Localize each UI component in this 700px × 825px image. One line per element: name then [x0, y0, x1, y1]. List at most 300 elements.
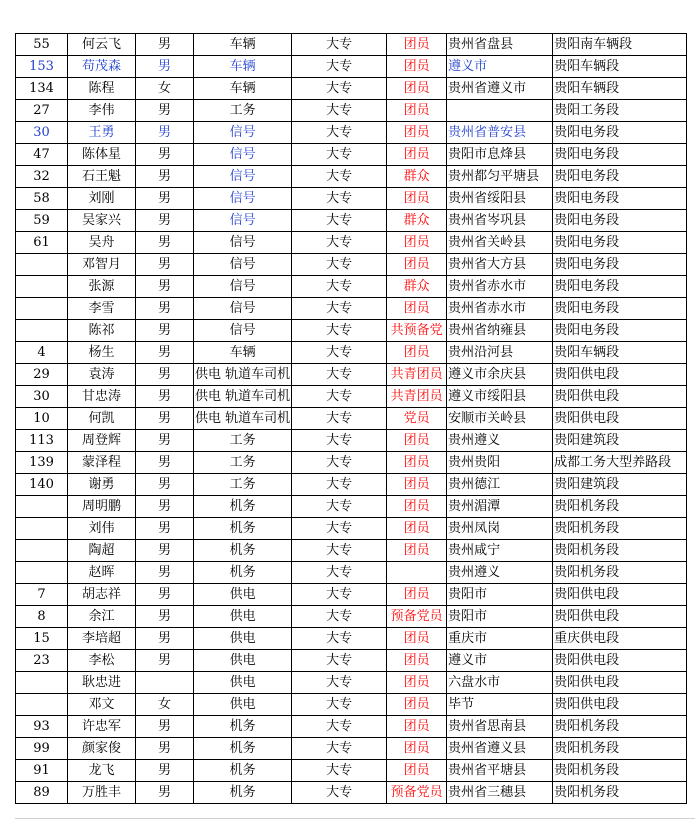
gender-cell: 男 — [136, 518, 194, 540]
department-cell: 机务 — [194, 738, 292, 760]
name-cell: 余江 — [68, 606, 136, 628]
political-status-cell: 团员 — [387, 650, 447, 672]
political-status-cell: 群众 — [387, 276, 447, 298]
table-row — [16, 188, 687, 210]
origin-cell: 贵州省思南县 — [447, 716, 553, 738]
gender-cell: 男 — [136, 364, 194, 386]
gender-cell: 男 — [136, 320, 194, 342]
name-cell: 李伟 — [68, 100, 136, 122]
origin-cell: 贵州省赤水市 — [447, 298, 553, 320]
name-cell: 刘伟 — [68, 518, 136, 540]
political-status-cell: 团员 — [387, 518, 447, 540]
department-cell: 工务 — [194, 430, 292, 452]
row-number-cell: 30 — [16, 386, 68, 408]
gender-cell: 男 — [136, 760, 194, 782]
name-cell: 李培超 — [68, 628, 136, 650]
row-number-cell: 15 — [16, 628, 68, 650]
table-row — [16, 298, 687, 320]
origin-cell: 贵州贵阳 — [447, 452, 553, 474]
political-status-cell — [387, 562, 447, 584]
table-row — [16, 166, 687, 188]
name-cell: 谢勇 — [68, 474, 136, 496]
origin-cell: 贵州遵义 — [447, 562, 553, 584]
gender-cell: 女 — [136, 694, 194, 716]
department-cell: 机务 — [194, 782, 292, 804]
work-unit-cell: 贵阳建筑段 — [553, 430, 687, 452]
table-row — [16, 254, 687, 276]
table-row — [16, 34, 687, 56]
political-status-cell: 团员 — [387, 474, 447, 496]
department-cell: 供电 轨道车司机 — [194, 408, 292, 430]
department-cell: 信号 — [194, 232, 292, 254]
education-cell: 大专 — [292, 320, 387, 342]
political-status-cell: 群众 — [387, 210, 447, 232]
political-status-cell: 团员 — [387, 144, 447, 166]
row-number-cell — [16, 496, 68, 518]
row-number-cell: 113 — [16, 430, 68, 452]
origin-cell: 贵州德江 — [447, 474, 553, 496]
gender-cell: 男 — [136, 56, 194, 78]
table-row — [16, 364, 687, 386]
row-number-cell: 134 — [16, 78, 68, 100]
work-unit-cell: 贵阳电务段 — [553, 254, 687, 276]
work-unit-cell: 贵阳南车辆段 — [553, 34, 687, 56]
name-cell: 陈体星 — [68, 144, 136, 166]
gender-cell: 男 — [136, 430, 194, 452]
political-status-cell: 团员 — [387, 672, 447, 694]
name-cell: 龙飞 — [68, 760, 136, 782]
row-number-cell: 27 — [16, 100, 68, 122]
work-unit-cell: 贵阳车辆段 — [553, 56, 687, 78]
row-number-cell: 99 — [16, 738, 68, 760]
education-cell: 大专 — [292, 562, 387, 584]
row-number-cell — [16, 672, 68, 694]
work-unit-cell: 贵阳机务段 — [553, 738, 687, 760]
row-number-cell: 140 — [16, 474, 68, 496]
work-unit-cell: 贵阳建筑段 — [553, 474, 687, 496]
table-row — [16, 452, 687, 474]
gender-cell: 男 — [136, 166, 194, 188]
political-status-cell: 团员 — [387, 100, 447, 122]
political-status-cell: 团员 — [387, 188, 447, 210]
origin-cell: 贵州省平塘县 — [447, 760, 553, 782]
row-number-cell — [16, 540, 68, 562]
work-unit-cell: 贵阳供电段 — [553, 672, 687, 694]
education-cell: 大专 — [292, 364, 387, 386]
department-cell: 机务 — [194, 562, 292, 584]
education-cell: 大专 — [292, 144, 387, 166]
table-row — [16, 738, 687, 760]
education-cell: 大专 — [292, 254, 387, 276]
table-row — [16, 474, 687, 496]
row-number-cell: 89 — [16, 782, 68, 804]
origin-cell: 贵州省纳雍县 — [447, 320, 553, 342]
origin-cell: 重庆市 — [447, 628, 553, 650]
gender-cell: 男 — [136, 540, 194, 562]
department-cell: 供电 — [194, 628, 292, 650]
department-cell: 供电 — [194, 650, 292, 672]
department-cell: 供电 — [194, 584, 292, 606]
origin-cell: 贵州咸宁 — [447, 540, 553, 562]
row-number-cell: 93 — [16, 716, 68, 738]
row-number-cell — [16, 518, 68, 540]
name-cell: 邓智月 — [68, 254, 136, 276]
political-status-cell: 共预备党 — [387, 320, 447, 342]
name-cell: 赵晖 — [68, 562, 136, 584]
table-row — [16, 694, 687, 716]
row-number-cell: 8 — [16, 606, 68, 628]
name-cell: 刘刚 — [68, 188, 136, 210]
department-cell: 信号 — [194, 122, 292, 144]
work-unit-cell: 贵阳机务段 — [553, 518, 687, 540]
table-row — [16, 782, 687, 804]
department-cell: 信号 — [194, 254, 292, 276]
origin-cell: 安顺市关岭县 — [447, 408, 553, 430]
sheet-bottom-divider — [15, 818, 695, 819]
table-row — [16, 606, 687, 628]
education-cell: 大专 — [292, 78, 387, 100]
table-row — [16, 672, 687, 694]
political-status-cell: 团员 — [387, 716, 447, 738]
table-row — [16, 760, 687, 782]
education-cell: 大专 — [292, 474, 387, 496]
gender-cell: 男 — [136, 584, 194, 606]
political-status-cell: 团员 — [387, 122, 447, 144]
gender-cell: 男 — [136, 34, 194, 56]
political-status-cell: 团员 — [387, 760, 447, 782]
name-cell: 胡志祥 — [68, 584, 136, 606]
education-cell: 大专 — [292, 386, 387, 408]
work-unit-cell: 贵阳工务段 — [553, 100, 687, 122]
table-body — [16, 34, 687, 804]
education-cell: 大专 — [292, 452, 387, 474]
department-cell: 机务 — [194, 518, 292, 540]
name-cell: 周明鹏 — [68, 496, 136, 518]
table-row — [16, 430, 687, 452]
gender-cell: 男 — [136, 628, 194, 650]
table-row — [16, 496, 687, 518]
education-cell: 大专 — [292, 760, 387, 782]
department-cell: 信号 — [194, 210, 292, 232]
department-cell: 信号 — [194, 144, 292, 166]
name-cell: 袁涛 — [68, 364, 136, 386]
origin-cell: 贵阳市 — [447, 584, 553, 606]
work-unit-cell: 贵阳机务段 — [553, 562, 687, 584]
table-row — [16, 232, 687, 254]
political-status-cell: 团员 — [387, 738, 447, 760]
education-cell: 大专 — [292, 166, 387, 188]
origin-cell: 贵州省盘县 — [447, 34, 553, 56]
department-cell: 机务 — [194, 540, 292, 562]
gender-cell: 男 — [136, 606, 194, 628]
department-cell: 信号 — [194, 320, 292, 342]
origin-cell: 贵阳市 — [447, 606, 553, 628]
department-cell: 工务 — [194, 474, 292, 496]
education-cell: 大专 — [292, 232, 387, 254]
gender-cell: 男 — [136, 276, 194, 298]
name-cell: 陈程 — [68, 78, 136, 100]
department-cell: 信号 — [194, 276, 292, 298]
origin-cell: 贵州凤岗 — [447, 518, 553, 540]
education-cell: 大专 — [292, 628, 387, 650]
name-cell: 李松 — [68, 650, 136, 672]
origin-cell: 贵州遵义 — [447, 430, 553, 452]
row-number-cell — [16, 298, 68, 320]
row-number-cell: 91 — [16, 760, 68, 782]
department-cell: 车辆 — [194, 34, 292, 56]
origin-cell: 遵义市 — [447, 56, 553, 78]
row-number-cell: 47 — [16, 144, 68, 166]
origin-cell: 贵州省大方县 — [447, 254, 553, 276]
gender-cell: 男 — [136, 254, 194, 276]
origin-cell: 贵州省遵义市 — [447, 78, 553, 100]
gender-cell: 男 — [136, 122, 194, 144]
education-cell: 大专 — [292, 342, 387, 364]
political-status-cell: 共青团员 — [387, 364, 447, 386]
gender-cell: 男 — [136, 144, 194, 166]
name-cell: 吴舟 — [68, 232, 136, 254]
table-row — [16, 276, 687, 298]
origin-cell: 贵阳市息烽县 — [447, 144, 553, 166]
name-cell: 耿忠进 — [68, 672, 136, 694]
political-status-cell: 团员 — [387, 254, 447, 276]
work-unit-cell: 贵阳电务段 — [553, 210, 687, 232]
table-row — [16, 584, 687, 606]
name-cell: 何云飞 — [68, 34, 136, 56]
work-unit-cell: 重庆供电段 — [553, 628, 687, 650]
name-cell: 万胜丰 — [68, 782, 136, 804]
gender-cell: 男 — [136, 210, 194, 232]
staff-table — [15, 33, 687, 804]
gender-cell: 男 — [136, 496, 194, 518]
table-row — [16, 320, 687, 342]
work-unit-cell: 贵阳电务段 — [553, 298, 687, 320]
row-number-cell: 59 — [16, 210, 68, 232]
political-status-cell: 团员 — [387, 78, 447, 100]
name-cell: 石王魁 — [68, 166, 136, 188]
department-cell: 车辆 — [194, 342, 292, 364]
row-number-cell: 7 — [16, 584, 68, 606]
table-row — [16, 562, 687, 584]
name-cell: 杨生 — [68, 342, 136, 364]
work-unit-cell: 贵阳车辆段 — [553, 342, 687, 364]
origin-cell: 贵州省绥阳县 — [447, 188, 553, 210]
row-number-cell: 29 — [16, 364, 68, 386]
education-cell: 大专 — [292, 56, 387, 78]
political-status-cell: 预备党员 — [387, 606, 447, 628]
row-number-cell: 153 — [16, 56, 68, 78]
name-cell: 张源 — [68, 276, 136, 298]
gender-cell: 男 — [136, 738, 194, 760]
education-cell: 大专 — [292, 496, 387, 518]
department-cell: 工务 — [194, 100, 292, 122]
department-cell: 信号 — [194, 166, 292, 188]
education-cell: 大专 — [292, 672, 387, 694]
origin-cell: 贵州沿河县 — [447, 342, 553, 364]
gender-cell: 男 — [136, 716, 194, 738]
table-row — [16, 78, 687, 100]
work-unit-cell: 贵阳供电段 — [553, 606, 687, 628]
political-status-cell: 团员 — [387, 298, 447, 320]
row-number-cell: 139 — [16, 452, 68, 474]
origin-cell: 遵义市余庆县 — [447, 364, 553, 386]
political-status-cell: 团员 — [387, 694, 447, 716]
education-cell: 大专 — [292, 650, 387, 672]
origin-cell — [447, 100, 553, 122]
work-unit-cell: 贵阳电务段 — [553, 232, 687, 254]
gender-cell: 男 — [136, 386, 194, 408]
table-row — [16, 518, 687, 540]
name-cell: 甘忠涛 — [68, 386, 136, 408]
row-number-cell: 4 — [16, 342, 68, 364]
origin-cell: 遵义市绥阳县 — [447, 386, 553, 408]
department-cell: 工务 — [194, 452, 292, 474]
row-number-cell: 55 — [16, 34, 68, 56]
department-cell: 供电 — [194, 672, 292, 694]
department-cell: 车辆 — [194, 56, 292, 78]
political-status-cell: 团员 — [387, 540, 447, 562]
work-unit-cell: 贵阳供电段 — [553, 364, 687, 386]
department-cell: 机务 — [194, 496, 292, 518]
political-status-cell: 团员 — [387, 430, 447, 452]
work-unit-cell: 贵阳电务段 — [553, 320, 687, 342]
row-number-cell — [16, 254, 68, 276]
origin-cell: 贵州湄潭 — [447, 496, 553, 518]
table-row — [16, 628, 687, 650]
name-cell: 吴家兴 — [68, 210, 136, 232]
name-cell: 周登辉 — [68, 430, 136, 452]
name-cell: 陶超 — [68, 540, 136, 562]
work-unit-cell: 贵阳供电段 — [553, 386, 687, 408]
education-cell: 大专 — [292, 122, 387, 144]
table-row — [16, 716, 687, 738]
origin-cell: 贵州省岑巩县 — [447, 210, 553, 232]
origin-cell: 遵义市 — [447, 650, 553, 672]
table-row — [16, 540, 687, 562]
political-status-cell: 团员 — [387, 232, 447, 254]
row-number-cell — [16, 320, 68, 342]
education-cell: 大专 — [292, 738, 387, 760]
political-status-cell: 团员 — [387, 628, 447, 650]
work-unit-cell: 贵阳机务段 — [553, 782, 687, 804]
table-row — [16, 122, 687, 144]
gender-cell: 男 — [136, 298, 194, 320]
name-cell: 许忠军 — [68, 716, 136, 738]
name-cell: 王勇 — [68, 122, 136, 144]
row-number-cell: 30 — [16, 122, 68, 144]
political-status-cell: 团员 — [387, 34, 447, 56]
gender-cell: 女 — [136, 78, 194, 100]
work-unit-cell: 贵阳电务段 — [553, 122, 687, 144]
name-cell: 邓文 — [68, 694, 136, 716]
department-cell: 供电 — [194, 694, 292, 716]
department-cell: 供电 轨道车司机 — [194, 386, 292, 408]
department-cell: 机务 — [194, 760, 292, 782]
origin-cell: 贵州省关岭县 — [447, 232, 553, 254]
gender-cell: 男 — [136, 188, 194, 210]
gender-cell: 男 — [136, 562, 194, 584]
gender-cell: 男 — [136, 452, 194, 474]
gender-cell: 男 — [136, 408, 194, 430]
row-number-cell: 23 — [16, 650, 68, 672]
table-row — [16, 386, 687, 408]
education-cell: 大专 — [292, 408, 387, 430]
row-number-cell: 32 — [16, 166, 68, 188]
origin-cell: 贵州省遵义县 — [447, 738, 553, 760]
work-unit-cell: 贵阳机务段 — [553, 760, 687, 782]
row-number-cell — [16, 276, 68, 298]
origin-cell: 贵州省赤水市 — [447, 276, 553, 298]
work-unit-cell: 贵阳电务段 — [553, 276, 687, 298]
name-cell: 何凯 — [68, 408, 136, 430]
work-unit-cell: 贵阳机务段 — [553, 540, 687, 562]
political-status-cell: 团员 — [387, 452, 447, 474]
department-cell: 信号 — [194, 188, 292, 210]
education-cell: 大专 — [292, 782, 387, 804]
political-status-cell: 团员 — [387, 342, 447, 364]
political-status-cell: 预备党员 — [387, 782, 447, 804]
political-status-cell: 群众 — [387, 166, 447, 188]
row-number-cell: 58 — [16, 188, 68, 210]
gender-cell: 男 — [136, 474, 194, 496]
gender-cell: 男 — [136, 342, 194, 364]
table-row — [16, 144, 687, 166]
table-row — [16, 342, 687, 364]
education-cell: 大专 — [292, 716, 387, 738]
education-cell: 大专 — [292, 100, 387, 122]
work-unit-cell: 贵阳电务段 — [553, 188, 687, 210]
table-row — [16, 100, 687, 122]
department-cell: 供电 — [194, 606, 292, 628]
education-cell: 大专 — [292, 430, 387, 452]
row-number-cell — [16, 562, 68, 584]
name-cell: 李雪 — [68, 298, 136, 320]
table-row — [16, 56, 687, 78]
education-cell: 大专 — [292, 210, 387, 232]
education-cell: 大专 — [292, 188, 387, 210]
gender-cell: 男 — [136, 782, 194, 804]
political-status-cell: 团员 — [387, 56, 447, 78]
origin-cell: 毕节 — [447, 694, 553, 716]
name-cell: 颜家俊 — [68, 738, 136, 760]
origin-cell: 贵州都匀平塘县 — [447, 166, 553, 188]
work-unit-cell: 贵阳电务段 — [553, 166, 687, 188]
work-unit-cell: 贵阳供电段 — [553, 408, 687, 430]
education-cell: 大专 — [292, 518, 387, 540]
origin-cell: 贵州省普安县 — [447, 122, 553, 144]
work-unit-cell: 贵阳供电段 — [553, 694, 687, 716]
work-unit-cell: 贵阳供电段 — [553, 584, 687, 606]
work-unit-cell: 贵阳机务段 — [553, 716, 687, 738]
gender-cell: 男 — [136, 650, 194, 672]
work-unit-cell: 贵阳电务段 — [553, 144, 687, 166]
education-cell: 大专 — [292, 694, 387, 716]
department-cell: 车辆 — [194, 78, 292, 100]
row-number-cell: 61 — [16, 232, 68, 254]
education-cell: 大专 — [292, 34, 387, 56]
work-unit-cell: 贵阳供电段 — [553, 650, 687, 672]
name-cell: 蒙泽程 — [68, 452, 136, 474]
education-cell: 大专 — [292, 606, 387, 628]
origin-cell: 六盘水市 — [447, 672, 553, 694]
row-number-cell — [16, 694, 68, 716]
table-row — [16, 650, 687, 672]
row-number-cell: 10 — [16, 408, 68, 430]
gender-cell — [136, 672, 194, 694]
education-cell: 大专 — [292, 298, 387, 320]
origin-cell: 贵州省三穗县 — [447, 782, 553, 804]
political-status-cell: 党员 — [387, 408, 447, 430]
